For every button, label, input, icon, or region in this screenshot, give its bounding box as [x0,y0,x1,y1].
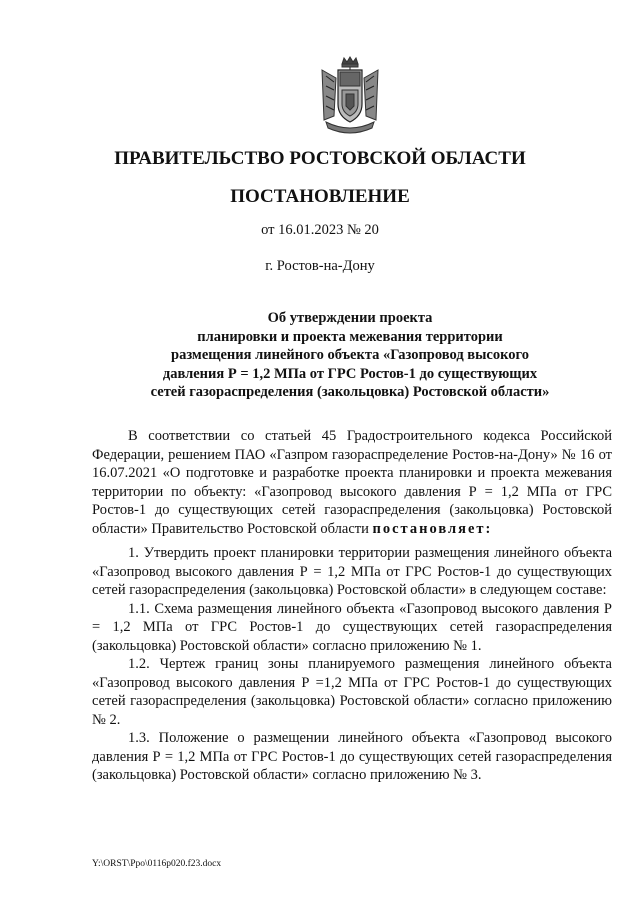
file-path-footer: Y:\ORST\Ppo\0116p020.f23.docx [92,859,222,869]
title-line: планировки и проекта межевания территории [197,328,503,345]
decree-word: постановляет: [372,520,493,537]
title-line: Об утверждении проекта [267,310,433,326]
decree-item: 1.1. Схема размещения линейного объекта «Газопровод высокого давления Р = 1,2 МПа от ГРС Ростов-1 до существующих сетей газораспределения (закольцовка) Ростовской области» согласно приложению № 1. [92,600,612,654]
decree-item: 1.2. Чертеж границ зоны планируемого размещения линейного объекта «Газопровод высокого давления Р =1,2 МПа от ГРС Ростов-1 до существующих сетей газораспределения (закольцовка) Ростовской области» согласно приложению № 2. [92,656,612,728]
document-title [120,309,580,402]
preamble-text: В соответствии со статьей 45 Градостроительного кодекса Российской Федерации, решением ПАО «Газпром газораспределение Ростов-на-Дону» № 16 от 16.07.2021 «О подготовке и разработке проекта планировки и проекта межевания территории по объекту: «Газопровод высокого давления Р = 1,2 МПа от ГРС Ростов-1 до существующих сетей газораспределения (закольцовка) Ростовской области» Правительство Ростовской области [92,428,612,537]
title-line: сетей газораспределения (закольцовка) Ростовской области» [150,384,550,400]
document-type: ПОСТАНОВЛЕНИЕ [230,186,410,207]
title-line: давления Р = 1,2 МПа от ГРС Ростов-1 до существующих [162,365,538,382]
decree-items [92,544,612,785]
decree-item: 1. Утвердить проект планировки территории размещения линейного объекта «Газопровод высокого давления Р = 1,2 МПа от ГРС Ростов-1 до существующих сетей газораспределения (закольцовка) Ростовской области» в следующем составе: [92,545,612,598]
document-city: г. Ростов-на-Дону [265,258,375,274]
organization-name: ПРАВИТЕЛЬСТВО РОСТОВСКОЙ ОБЛАСТИ [114,148,526,169]
document-date-number: от 16.01.2023 № 20 [261,222,379,238]
coat-of-arms-icon [316,56,384,134]
title-line: размещения линейного объекта «Газопровод высокого [171,347,529,363]
decree-item: 1.3. Положение о размещении линейного объекта «Газопровод высокого давления Р = 1,2 МПа от ГРС Ростов-1 до существующих сетей газораспределения (закольцовка) Ростовской области» согласно приложению № 3. [92,730,612,783]
preamble-paragraph [92,427,612,538]
